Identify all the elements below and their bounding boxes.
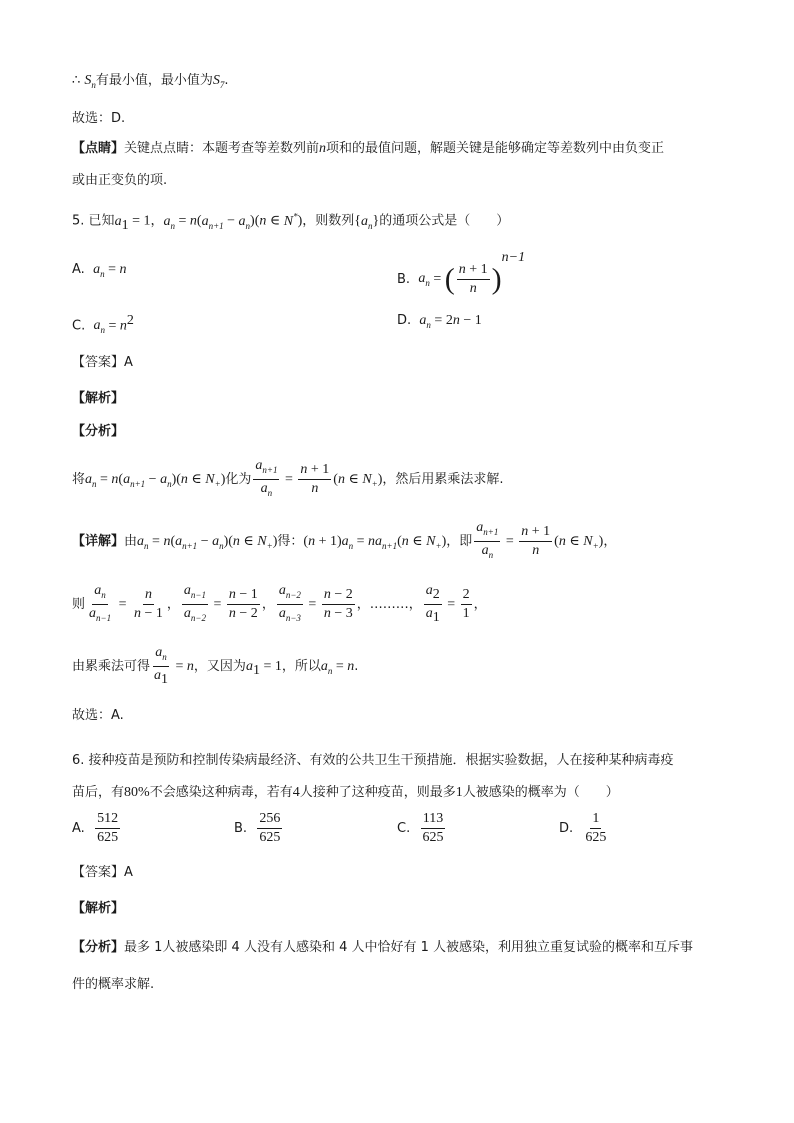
text-line: 【点睛】关键点点睛：本题考查等差数列前n项和的最值问题，解题关键是能够确定等差数列中由负变正 <box>72 141 665 156</box>
analysis-label: 【解析】 <box>72 901 125 916</box>
analysis-sub-label: 【分析】 <box>72 424 125 439</box>
question-6-line2: 苗后，有80%不会感染这种病毒，若有4人接种了这种疫苗，则最多1人被感染的概率为（ ） <box>72 785 619 800</box>
option-a[interactable]: A. $a_n = n$ <box>72 262 127 279</box>
question-5: 5. 已知$a_1 = 1$，$a_n = n(a_{n+1} - a_n)(n$ ∈ N*)，则数列$\{a_n\}$的通项公式是（ ） <box>72 211 510 233</box>
text-line: 故选：A. <box>72 708 124 723</box>
question-6: 6. 接种疫苗是预防和控制传染病最经济、有效的公共卫生干预措施．根据实验数据，人在接种某种病毒疫 <box>72 753 674 768</box>
option-d[interactable]: D. $\frac{1}{625}$ <box>559 811 607 845</box>
text-line: 故选：D. <box>72 111 126 126</box>
answer-label: 【答案】A <box>72 355 133 370</box>
option-b[interactable]: B. $\frac{256}{625}$ <box>234 811 281 845</box>
text-line: 【详解】由$a_n = n(a_{n+1} - a_n)(n$ ∈ $N_+$)得：$(n + 1)a_n = na_{n+1}(n$ ∈ $N_+$)，即 $\frac{a_{n+1}}{a_n}$ = $\frac{n + 1}{n}$ (n ∈ $N_+$)， <box>72 520 617 560</box>
option-d[interactable]: D. $a_n = 2n - 1$ <box>397 313 482 330</box>
text-line: 将$a_n = n(a_{n+1} - a_n)(n$ ∈ $N_+$)化为 $\frac{a_{n+1}}{a_n}$ = $\frac{n + 1}{n}$ (n ∈ $N_+$)，然后用累乘法求解. <box>72 458 504 498</box>
option-c[interactable]: C. $a_n = n^2$ <box>72 313 134 336</box>
analysis-text: 【分析】最多 1人被感染即 4 人没有人感染和 4 人中恰好有 1 人被感染，利用独立重复试验的概率和互斥事 <box>72 940 694 955</box>
analysis-text-line2: 件的概率求解. <box>72 977 155 992</box>
option-c[interactable]: C. $\frac{113}{625}$ <box>397 811 444 845</box>
text-line: 或由正变负的项. <box>72 173 168 188</box>
option-a[interactable]: A. $\frac{512}{625}$ <box>72 811 119 845</box>
text-line: 由累乘法可得 $\frac{a_n}{a_1}$ = n，又因为$a_1 = 1$，所以$a_n = n$. <box>72 645 359 687</box>
option-b[interactable]: B. $a_n$ = ( $\frac{n + 1}{n}$ )$^{n-1}$ <box>397 250 526 296</box>
text-line: 则 $\frac{a_n}{a_{n-1}}$ = $\frac{n}{n - 1}$ ， $\frac{a_{n-1}}{a_{n-2}}$ = $\frac{n - 1}{n - 2}$ ， $\frac{a_{n-2}}{a_{n-3}}$ = $\frac{n - 2}{n - 3}$ ，………， $\frac{a_2}{a_1}$ = $\frac{2}{1}$ ， <box>72 583 487 625</box>
analysis-label: 【解析】 <box>72 391 125 406</box>
answer-label: 【答案】A <box>72 865 133 880</box>
text-line: ∴ $S_n$有最小值，最小值为$S_7$. <box>72 73 229 90</box>
